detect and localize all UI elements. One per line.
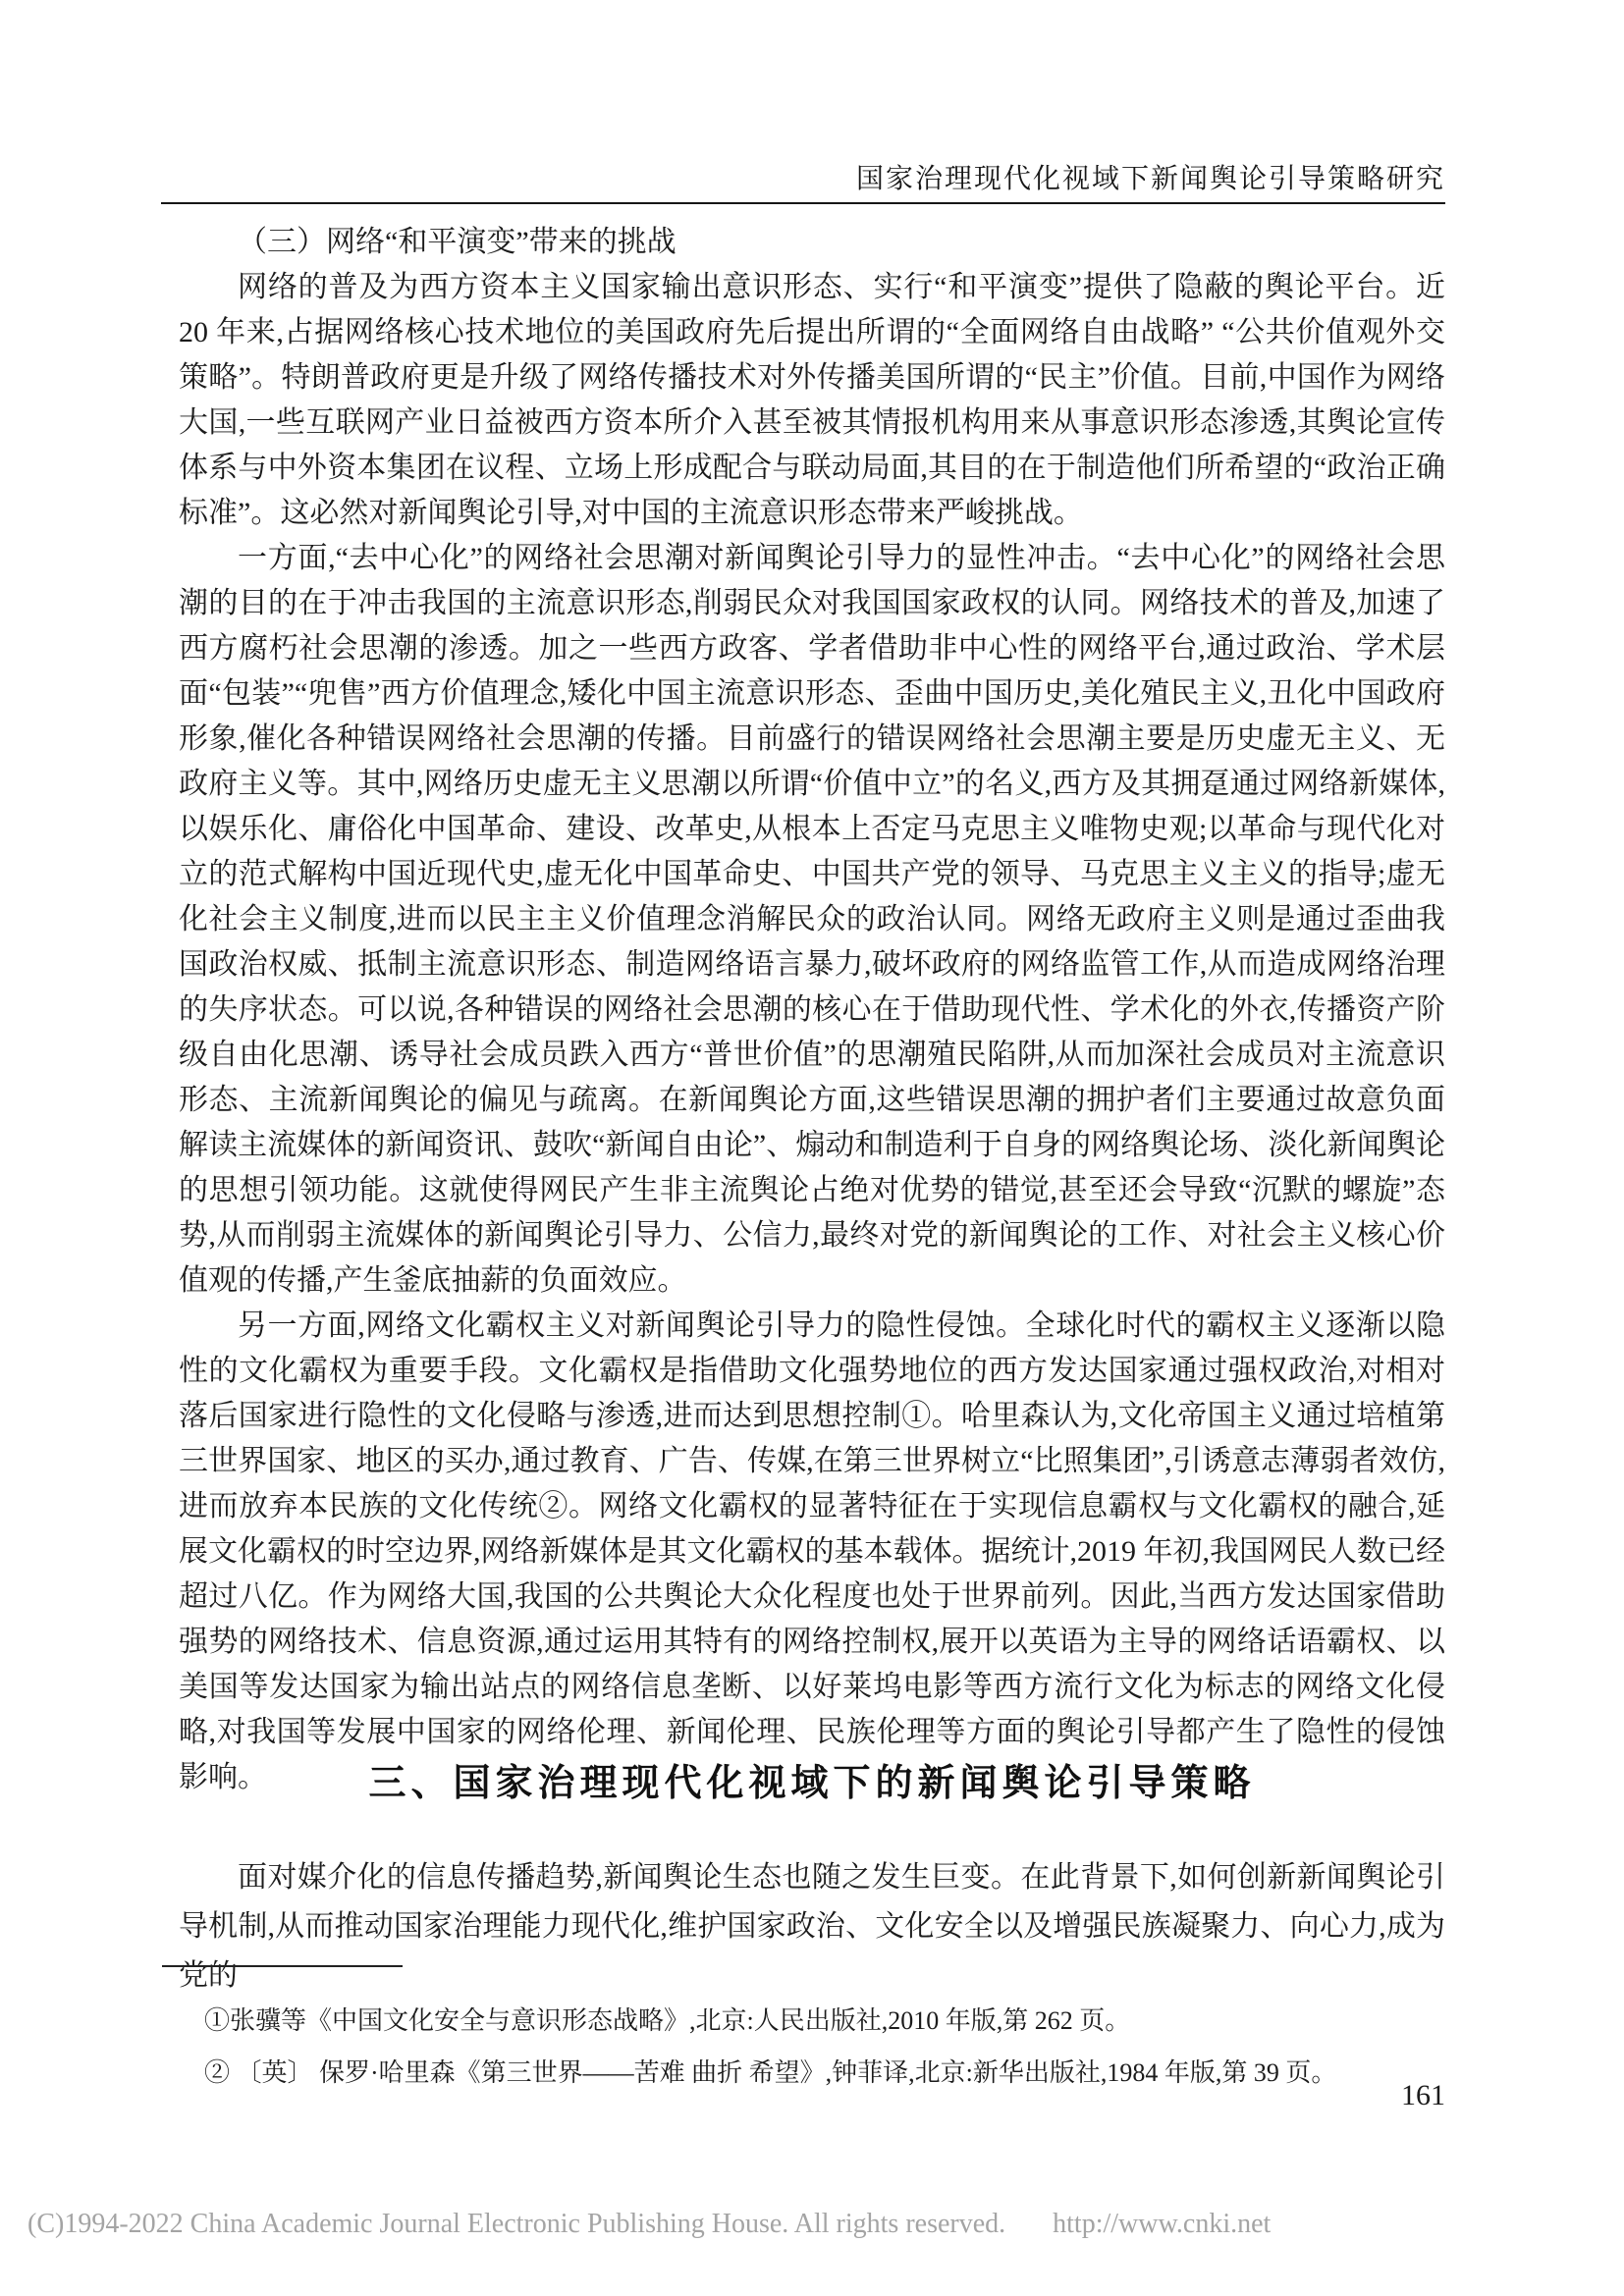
section-heading: 三、国家治理现代化视域下的新闻舆论引导策略 bbox=[368, 1763, 1256, 1804]
article-body-continued bbox=[179, 1853, 1445, 2001]
header-rule bbox=[161, 202, 1445, 204]
cnki-copyright-footer bbox=[27, 2209, 1598, 2240]
paragraph: 网络的普及为西方资本主义国家输出意识形态、实行“和平演变”提供了隐蔽的舆论平台。近 20 年来,占据网络核心技术地位的美国政府先后提出所谓的“全面网络自由战略” “公共价值观外交策略”。特朗普政府更是升级了网络传播技术对外传播美国所谓的“民主”价值。目前,中国作为网络大国,一些互联网产业日益被西方资本所介入甚至被其情报机构用来从事意识形态渗透,其舆论宣传体系与中外资本集团在议程、立场上形成配合与联动局面,其目的在于制造他们所希望的“政治正确标准”。这必然对新闻舆论引导,对中国的主流意识形态带来严峻挑战。 bbox=[179, 271, 1445, 529]
footnote-2: ② 〔英〕 保罗·哈里森《第三世界——苦难 曲折 希望》,钟菲译,北京:新华出版社,1984 年版,第 39 页。 bbox=[204, 2058, 1337, 2087]
section-heading-block bbox=[179, 1755, 1445, 1812]
paragraph: 一方面,“去中心化”的网络社会思潮对新闻舆论引导力的显性冲击。“去中心化”的网络社会思潮的目的在于冲击我国的主流意识形态,削弱民众对我国国家政权的认同。网络技术的普及,加速了西方腐朽社会思潮的渗透。加之一些西方政客、学者借助非中心性的网络平台,通过政治、学术层面“包装”“兜售”西方价值理念,矮化中国主流意识形态、歪曲中国历史,美化殖民主义,丑化中国政府形象,催化各种错误网络社会思潮的传播。目前盛行的错误网络社会思潮主要是历史虚无主义、无政府主义等。其中,网络历史虚无主义思潮以所谓“价值中立”的名义,西方及其拥趸通过网络新媒体,以娱乐化、庸俗化中国革命、建设、改革史,从根本上否定马克思主义唯物史观;以革命与现代化对立的范式解构中国近现代史,虚无化中国革命史、中国共产党的领导、马克思主义主义的指导;虚无化社会主义制度,进而以民主主义价值理念消解民众的政治认同。网络无政府主义则是通过歪曲我国政治权威、抵制主流意识形态、制造网络语言暴力,破坏政府的网络监管工作,从而造成网络治理的失序状态。可以说,各种错误的网络社会思潮的核心在于借助现代性、学术化的外衣,传播资产阶级自由化思潮、诱导社会成员跌入西方“普世价值”的思潮殖民陷阱,从而加深社会成员对主流意识形态、主流新闻舆论的偏见与疏离。在新闻舆论方面,这些错误思潮的拥护者们主要通过故意负面解读主流媒体的新闻资讯、鼓吹“新闻自由论”、煽动和制造利于自身的网络舆论场、淡化新闻舆论的思想引领功能。这就使得网民产生非主流舆论占绝对优势的错觉,甚至还会导致“沉默的螺旋”态势,从而削弱主流媒体的新闻舆论引导力、公信力,最终对党的新闻舆论的工作、对社会主义核心价值观的传播,产生釜底抽薪的负面效应。 bbox=[179, 542, 1445, 1297]
paragraph: 另一方面,网络文化霸权主义对新闻舆论引导力的隐性侵蚀。全球化时代的霸权主义逐渐以隐性的文化霸权为重要手段。文化霸权是指借助文化强势地位的西方发达国家通过强权政治,对相对落后国家进行隐性的文化侵略与渗透,进而达到思想控制①。哈里森认为,文化帝国主义通过培植第三世界国家、地区的买办,通过教育、广告、传媒,在第三世界树立“比照集团”,引诱意志薄弱者效仿,进而放弃本民族的文化传统②。网络文化霸权的显著特征在于实现信息霸权与文化霸权的融合,延展文化霸权的时空边界,网络新媒体是其文化霸权的基本载体。据统计,2019 年初,我国网民人数已经超过八亿。作为网络大国,我国的公共舆论大众化程度也处于世界前列。因此,当西方发达国家借助强势的网络技术、信息资源,通过运用其特有的网络控制权,展开以英语为主导的网络话语霸权、以美国等发达国家为输出站点的网络信息垄断、以好莱坞电影等西方流行文化为标志的网络文化侵略,对我国等发展中国家的网络伦理、新闻伦理、民族伦理等方面的舆论引导都产生了隐性的侵蚀影响。 bbox=[179, 1309, 1445, 1793]
cnki-url: http://www.cnki.net bbox=[1053, 2209, 1272, 2239]
paragraph: 面对媒介化的信息传播趋势,新闻舆论生态也随之发生巨变。在此背景下,如何创新新闻舆论引导机制,从而推动国家治理能力现代化,维护国家政治、文化安全以及增强民族凝聚力、向心力,成为党的 bbox=[179, 1861, 1445, 1992]
copyright-text: (C)1994-2022 China Academic Journal Electronic Publishing House. All rights reserved. bbox=[27, 2209, 1006, 2239]
running-head-title: 国家治理现代化视域下新闻舆论引导策略研究 bbox=[855, 164, 1445, 194]
footnote-separator-rule bbox=[162, 1965, 403, 1967]
subsection-title: （三）网络“和平演变”带来的挑战 bbox=[238, 226, 677, 258]
page-number: 161 bbox=[1401, 2079, 1445, 2111]
footnote-1: ①张骥等《中国文化安全与意识形态战略》,北京:人民出版社,2010 年版,第 262 页。 bbox=[204, 2006, 1131, 2035]
article-body bbox=[179, 220, 1445, 1800]
